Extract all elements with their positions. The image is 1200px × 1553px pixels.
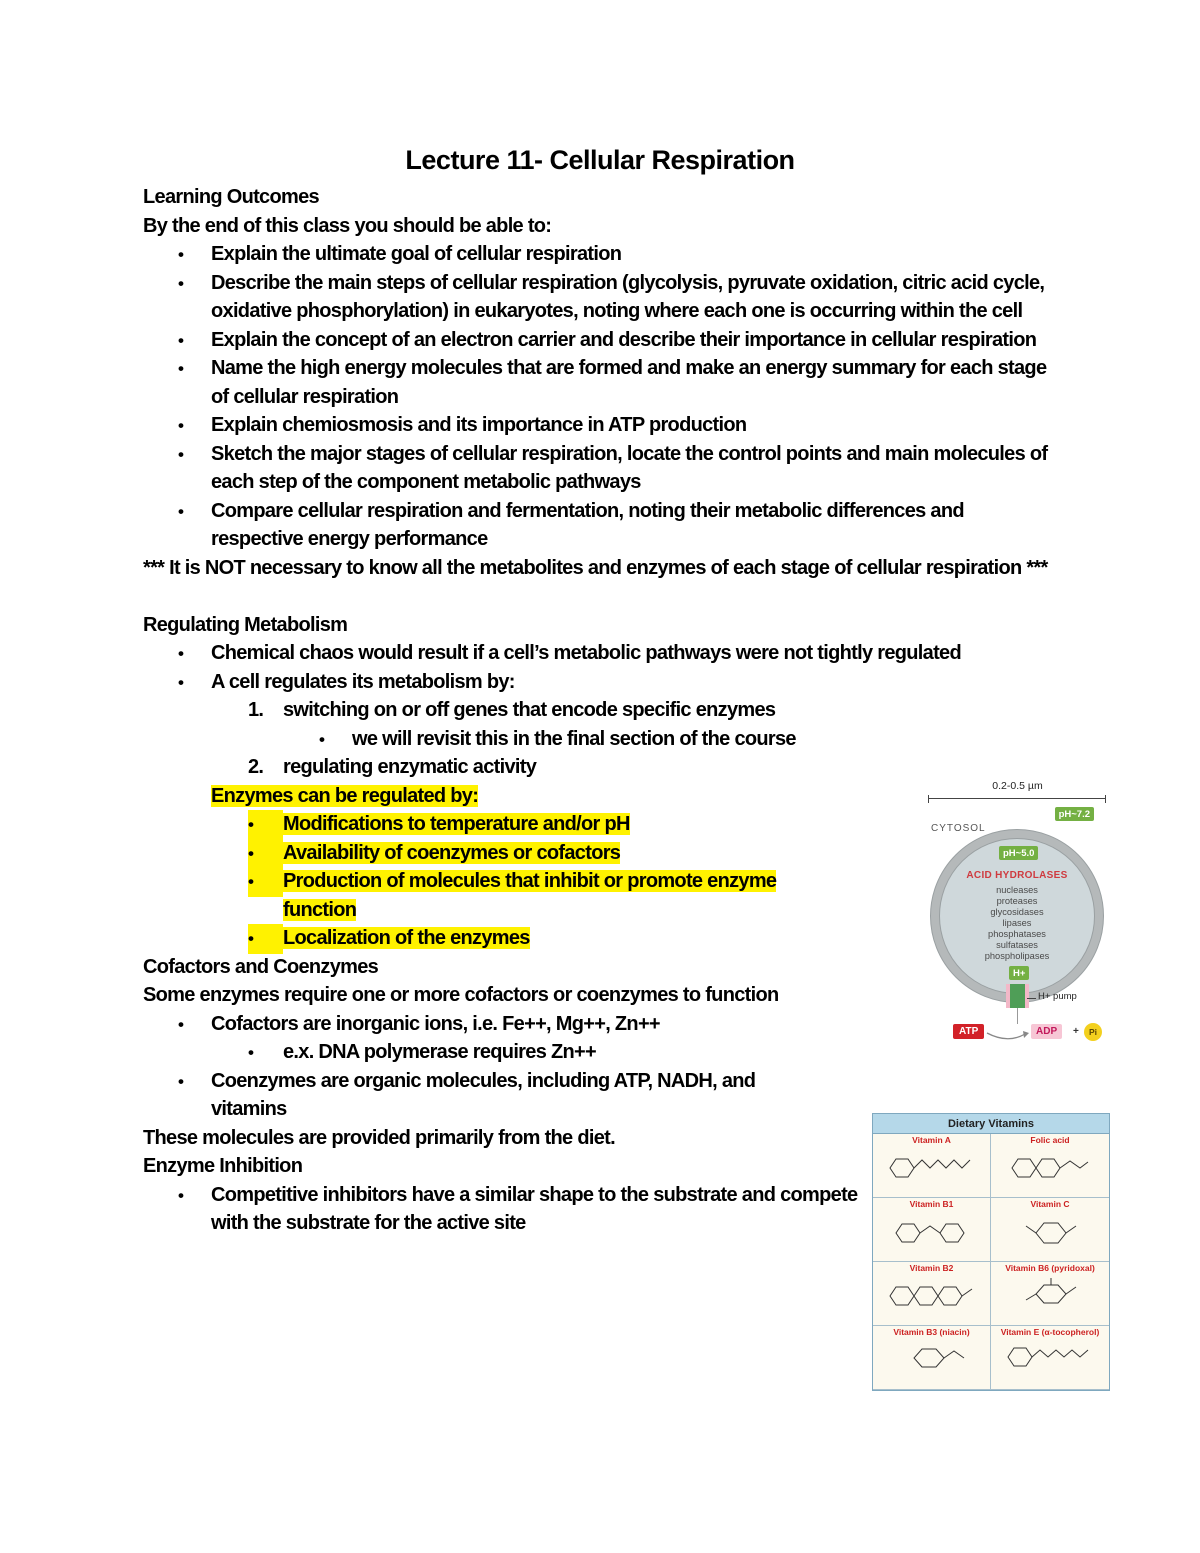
list-item-text: Chemical chaos would result if a cell’s metabolic pathways were not tightly regulated (211, 642, 961, 664)
adp-badge: ADP (1031, 1024, 1062, 1039)
acid-hydrolases-title: ACID HYDROLASES (966, 870, 1068, 881)
term-rest: have a similar shape to the substrate and compete with the substrate for the active site (211, 1183, 858, 1234)
list-item-text: Describe the main steps of cellular respiration (glycolysis, pyruvate oxidation, citric acid cycle, oxidative phosphorylation) in eukaryotes, noting where each one is occurring within the cell (211, 271, 1045, 322)
learning-outcome-item (143, 411, 1057, 440)
ph-inside-badge: pH~5.0 (999, 846, 1038, 860)
bullet-marker (319, 725, 324, 755)
list-item-text: Sketch the major stages of cellular respiration, locate the control points and main molecules of each step of the component metabolic pathways (211, 442, 1048, 493)
bullet-marker (248, 810, 283, 840)
enzyme-inhibition-heading: Enzyme Inhibition (143, 1155, 303, 1177)
learning-outcome-item (143, 440, 1057, 497)
list-item-text: Name the high energy molecules that are formed and make an energy summary for each stage of cellular respiration (211, 357, 1047, 408)
vitamin-label: Vitamin B1 (909, 1199, 954, 1209)
term-competitive-inhibitors: Competitive inhibitors (211, 1183, 407, 1206)
pump-label: H+ pump (1038, 991, 1077, 1002)
vitamin-cell (873, 1262, 991, 1326)
learning-outcomes-heading: Learning Outcomes (143, 186, 319, 208)
learning-outcome-item (143, 240, 1057, 269)
highlighted-item (143, 867, 843, 924)
highlighted-text: Availability of coenzymes or cofactors (283, 841, 621, 864)
chemical-structure-drawing (886, 1148, 978, 1186)
pump-connector-line (1017, 1008, 1018, 1024)
enzyme-name: glycosidases (990, 907, 1044, 917)
vitamin-label: Vitamin E (α-tocopherol) (1000, 1327, 1100, 1337)
cofactors-item (143, 1010, 1057, 1039)
bullet-marker (248, 1038, 253, 1068)
vitamin-cell (991, 1198, 1109, 1262)
regulating-item (143, 639, 1057, 668)
competitive-inhibitors-item (143, 1181, 876, 1238)
regulating-item (143, 668, 1057, 697)
learning-outcome-item (143, 497, 1057, 554)
vitamins-figure-title: Dietary Vitamins (873, 1114, 1109, 1134)
sub-bullet-item (143, 725, 927, 754)
coenzymes-item (143, 1067, 811, 1124)
proton-pump (1010, 984, 1025, 1008)
bullet-marker (178, 1010, 183, 1040)
vitamin-cell (991, 1262, 1109, 1326)
bullet-marker (178, 639, 183, 669)
vitamin-label: Vitamin C (1030, 1199, 1070, 1209)
cofactors-outro: These molecules are provided primarily from the diet. (143, 1126, 615, 1149)
highlighted-text: Localization of the enzymes (283, 927, 530, 949)
list-item-text: A cell regulates its metabolism by: (211, 670, 515, 693)
enzyme-name: phospholipases (984, 951, 1050, 961)
list-item-text: we will revisit this in the final section of the course (352, 727, 796, 750)
vitamin-label: Vitamin A (912, 1135, 951, 1145)
term-rest: are inorganic ions, i.e. Fe++, Mg++, Zn++ (298, 1012, 660, 1035)
term-coenzymes: Coenzymes (211, 1069, 316, 1092)
h-plus-badge: H+ (1009, 966, 1029, 980)
cofactors-heading: Cofactors and Coenzymes (143, 955, 379, 978)
lysosome-figure (925, 782, 1110, 1054)
numbered-item (143, 753, 927, 782)
vitamin-cell (991, 1134, 1109, 1198)
term-rest: are organic molecules, including ATP, NADH, and vitamins (211, 1069, 756, 1120)
cofactors-example-item (143, 1038, 1057, 1067)
list-item-text: e.x. DNA polymerase requires Zn++ (283, 1041, 596, 1063)
vitamin-label: Vitamin B6 (pyridoxal) (1005, 1263, 1095, 1273)
enzyme-name: nucleases (996, 885, 1038, 895)
chemical-structure-drawing (1004, 1212, 1096, 1250)
learning-outcome-item (143, 326, 1057, 355)
bullet-marker (178, 411, 183, 441)
enzyme-name: lipases (1002, 918, 1032, 928)
plus-sign: + (1073, 1026, 1079, 1037)
highlighted-text: Modifications to temperature and/or pH (283, 813, 630, 835)
bullet-marker (178, 269, 183, 299)
bullet-marker (248, 924, 283, 954)
vitamin-label: Folic acid (1030, 1135, 1070, 1145)
chemical-structure-drawing (1004, 1148, 1096, 1186)
atp-badge: ATP (953, 1024, 984, 1039)
vitamin-cell (873, 1326, 991, 1390)
bullet-marker (178, 1181, 183, 1211)
chemical-structure-drawing (1004, 1340, 1096, 1370)
number-marker: 1. (248, 699, 264, 721)
bullet-marker (178, 497, 183, 527)
term-cofactors: Cofactors (211, 1012, 299, 1035)
list-item-text (211, 1070, 755, 1121)
bullet-marker (178, 240, 183, 270)
chemical-structure-drawing (886, 1340, 978, 1370)
bullet-marker (248, 839, 283, 869)
vitamin-cell (873, 1198, 991, 1262)
learning-outcome-item (143, 354, 1057, 411)
highlighted-text: Production of molecules that inhibit or promote enzyme function (283, 870, 777, 921)
enzyme-name: proteases (996, 896, 1038, 906)
highlighted-item (143, 924, 927, 953)
bullet-marker (178, 668, 183, 698)
important-note: *** It is NOT necessary to know all the metabolites and enzymes of each stage of cellular respiration *** (143, 556, 1048, 579)
chemical-structure-drawing (1004, 1276, 1096, 1306)
list-item-text (211, 1184, 857, 1235)
list-item-text: switching on or off genes that encode specific enzymes (283, 699, 776, 721)
list-item-text: Explain the concept of an electron carrier and describe their importance in cellular respiration (211, 328, 1037, 351)
bullet-marker (178, 354, 183, 384)
list-item-text (211, 1013, 660, 1035)
vitamin-label: Vitamin B2 (909, 1263, 954, 1273)
vitamin-label: Vitamin B3 (niacin) (893, 1327, 970, 1337)
list-item-text: Compare cellular respiration and fermentation, noting their metabolic differences and respective energy performance (211, 499, 964, 550)
chemical-structure-drawing (886, 1212, 978, 1250)
highlighted-item (143, 810, 927, 839)
list-item-text: regulating enzymatic activity (283, 756, 537, 778)
learning-outcomes-intro: By the end of this class you should be able to: (143, 214, 552, 237)
bullet-marker (248, 867, 283, 897)
cofactors-intro: Some enzymes require one or more cofactors or coenzymes to function (143, 984, 779, 1006)
cytosol-label: CYTOSOL (931, 823, 986, 834)
vitamins-grid (873, 1134, 1109, 1390)
enzyme-name: phosphatases (988, 929, 1046, 939)
regulating-metabolism-heading: Regulating Metabolism (143, 613, 348, 636)
list-item-text: Explain chemiosmosis and its importance in ATP production (211, 414, 747, 436)
highlighted-item (143, 839, 927, 868)
ph-outside-badge: pH~7.2 (1055, 807, 1094, 821)
highlighted-heading (143, 782, 927, 811)
dietary-vitamins-figure (872, 1113, 1110, 1391)
vitamin-cell (873, 1134, 991, 1198)
numbered-item (143, 696, 927, 725)
chemical-structure-drawing (886, 1276, 978, 1314)
document-content (143, 142, 1057, 1238)
vitamin-cell (991, 1326, 1109, 1390)
bullet-marker (178, 440, 183, 470)
bullet-marker (178, 1067, 183, 1097)
atp-to-adp-arrow (985, 1030, 1031, 1044)
scale-bar (928, 795, 1106, 803)
enzyme-name: sulfatases (996, 940, 1038, 950)
scale-label: 0.2-0.5 µm (992, 780, 1043, 792)
highlighted-text: Enzymes can be regulated by: (211, 784, 479, 807)
bullet-marker (178, 326, 183, 356)
enzyme-list (937, 885, 1097, 962)
spacer (143, 582, 1057, 611)
pump-pointer-line (1027, 998, 1036, 999)
number-marker: 2. (248, 756, 264, 778)
learning-outcome-item (143, 269, 1057, 326)
list-item-text: Explain the ultimate goal of cellular respiration (211, 243, 622, 265)
pi-badge: Pi (1084, 1023, 1102, 1041)
document-title: Lecture 11- Cellular Respiration (405, 145, 795, 175)
